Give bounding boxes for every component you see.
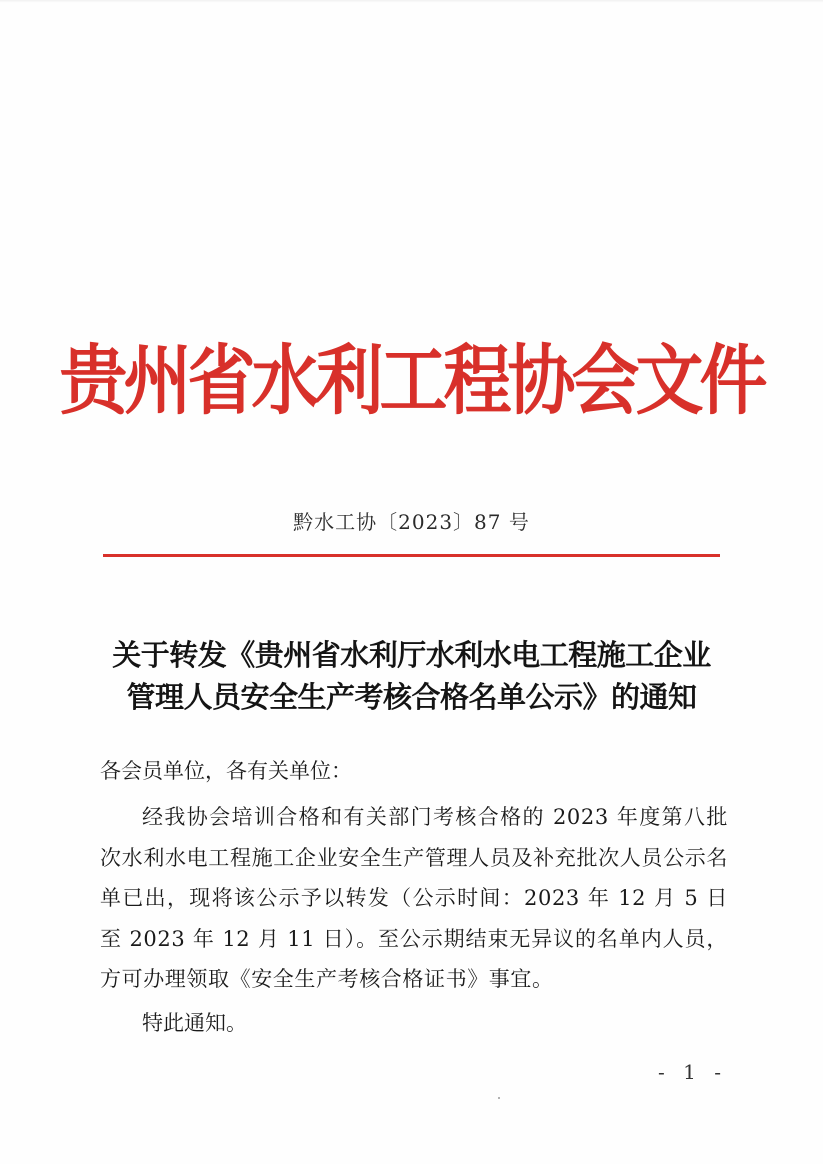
document-number: 黔水工协〔2023〕87 号: [293, 510, 530, 534]
document-header-title: 贵州省水利工程协会文件: [59, 336, 764, 426]
notice-title-line-2: 管理人员安全生产考核合格名单公示》的通知: [126, 680, 697, 714]
notice-title-line-1: 关于转发《贵州省水利厅水利水电工程施工企业: [112, 638, 711, 672]
page-number: - 1 -: [658, 1060, 727, 1084]
closing-line: 特此通知。: [142, 1011, 247, 1035]
scan-edge: [0, 0, 823, 3]
notice-title: [60, 634, 763, 718]
header-divider-rule: [103, 554, 720, 557]
salutation: 各会员单位，各有关单位：: [100, 759, 352, 783]
scan-speck: [498, 1097, 500, 1099]
body-paragraph: 经我协会培训合格和有关部门考核合格的 2023 年度第八批次水利水电工程施工企业安全生产管理人员及补充批次人员公示名单已出，现将该公示予以转发（公示时间：2023 年 12 月 5 日至 2023 年 12 月 11 日）。至公示期结束无异议的名单内人员，方可办理领取《安全生产考核合格证书》事宜。: [100, 805, 728, 991]
